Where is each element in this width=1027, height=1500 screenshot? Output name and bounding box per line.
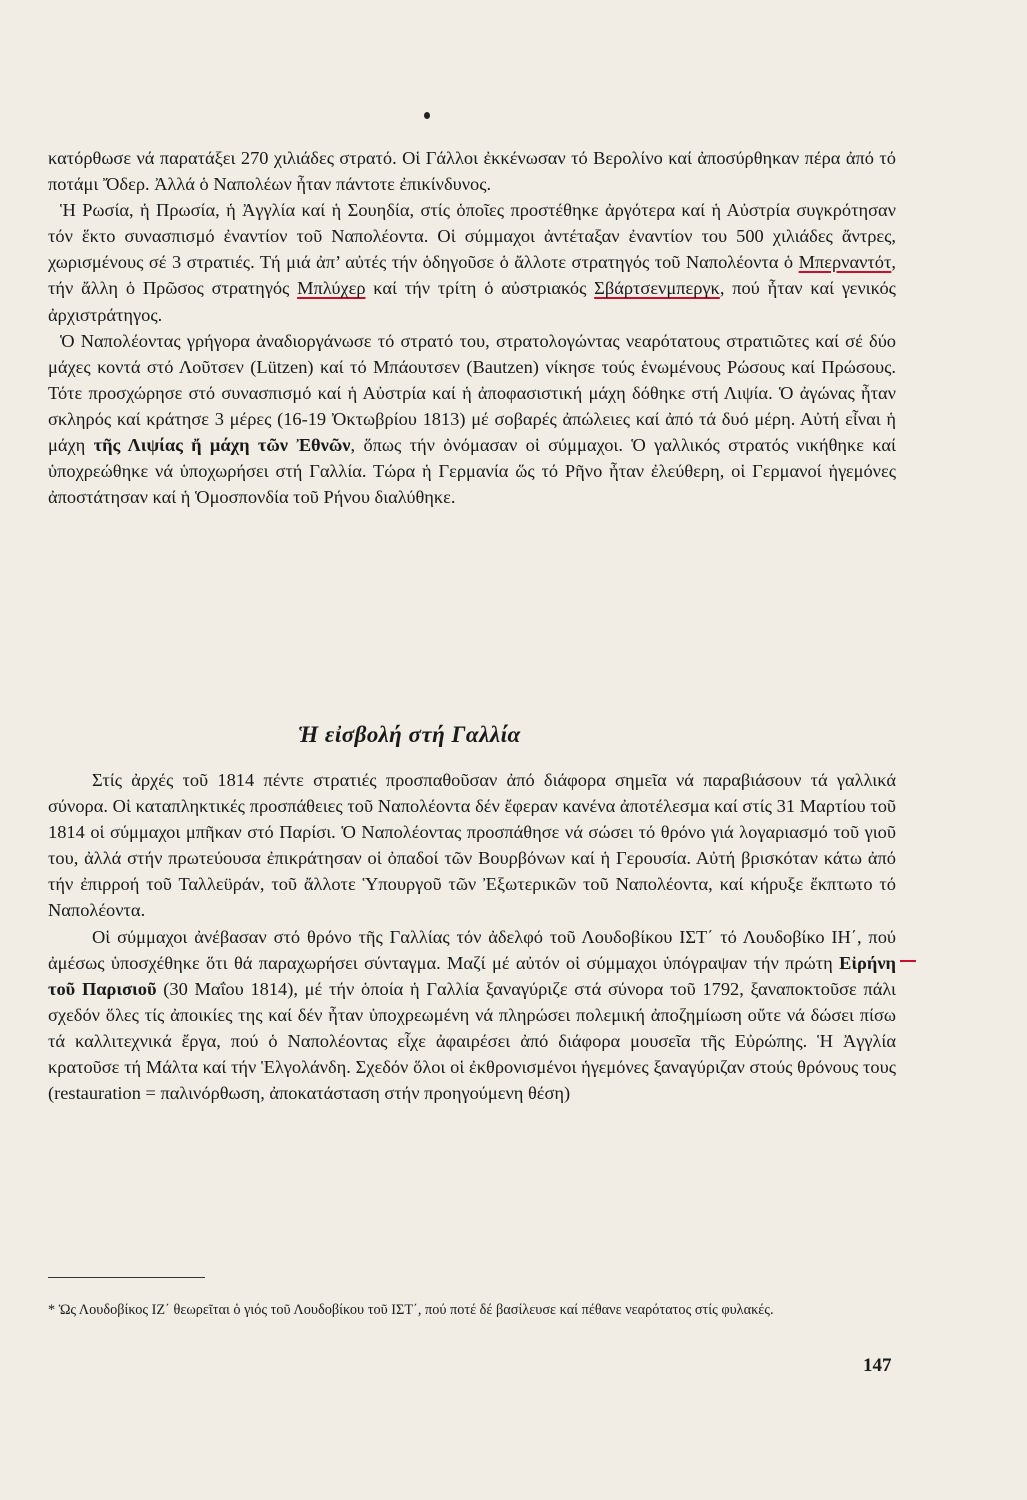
battle-of-nations-bold: τῆς Λιψίας ἤ μάχη τῶν Ἐθνῶν (93, 435, 351, 456)
footnote-rule (48, 1277, 205, 1278)
page-number: 147 (863, 1355, 892, 1376)
paragraph-1: κατόρθωσε νά παρατάξει 270 χιλιάδες στρατό. Οἱ Γάλλοι ἐκκένωσαν τό Βερολίνο καί ἀποσύρθηκαν πέρα ἀπό τό ποτάμι Ὄδερ. Ἀλλά ὁ Ναπολέων ἦταν πάντοτε ἐπικίνδυνος. (48, 148, 896, 195)
paragraph-3-text-b: , ὅπως τήν ὀνόμασαν οἱ σύμμαχοι. Ὁ γαλλικός στρατός νικήθηκε καί ὑποχρεώθηκε νά ὑποχωρήσει στή Γαλλία. Τώρα ἡ Γερμανία ὥς τό Ρῆνο ἦταν ἐλεύθερη, οἱ Γερμανοί ἡγεμόνες ἀποστάτησαν καί ἡ Ὁμοσπονδία τοῦ Ρήνου διαλύθηκε. (48, 435, 896, 508)
underlined-name-bernadotte: Μπερναντότ (798, 252, 892, 273)
paragraph-4: Στίς ἀρχές τοῦ 1814 πέντε στρατιές προσπαθοῦσαν ἀπό διάφορα σημεῖα νά παραβιάσουν τά γαλλικά σύνορα. Οἱ καταπληκτικές προσπάθειες τοῦ Ναπολέοντα δέν ἔφεραν κανένα ἀποτέλεσμα καί στίς 31 Μαρτίου τοῦ 1814 οἱ σύμμαχοι μπῆκαν στό Παρίσι. Ὁ Ναπολέοντας προσπάθησε νά σώσει τό θρόνο γιά λογαριασμό τοῦ γιοῦ του, ἀλλά στήν πρωτεύουσα ἐπικράτησαν οἱ ὀπαδοί τῶν Βουρβόνων καί ἡ Γερουσία. Αὐτή βρισκόταν κάτω ἀπό τήν ἐπιρροή τοῦ Ταλλεϋράν, τοῦ ἄλλοτε Ὑπουργοῦ τῶν Ἐξωτερικῶν τοῦ Ναπολέοντα, καί κήρυξε ἔκπτωτο τό Ναπολέοντα. (48, 770, 896, 921)
paragraph-2-text-a: Ἡ Ρωσία, ἡ Πρωσία, ἡ Ἀγγλία καί ἡ Σουηδία, στίς ὁποῖες προστέθηκε ἀργότερα καί ἡ Αὐστρία συγκρότησαν τόν ἕκτο συνασπισμό ἐναντίον τοῦ Ναπολέοντα. Οἱ σύμμαχοι ἀντέταξαν ἐναντίον του 500 χιλιάδες ἄντρες, χωρισμένους σέ 3 στρατιές. Τή μιά ἀπ’ αὐτές τήν ὁδηγοῦσε ὁ ἄλλοτε στρατηγός τοῦ Ναπολέοντα ὁ (48, 200, 896, 273)
paragraph-5-text-a: Οἱ σύμμαχοι ἀνέβασαν στό θρόνο τῆς Γαλλίας τόν ἀδελφό τοῦ Λουδοβίκου ΙΣΤ΄ τό Λουδοβίκο ΙΗ΄, πού ἀμέσως ὑποσχέθηκε ὅτι θά παραχωρήσει σύνταγμα. Μαζί μέ αὐτόν οἱ σύμμαχοι ὑπόγραψαν τήν πρώτη (48, 926, 896, 973)
footnote: * Ὡς Λουδοβίκος ΙΖ΄ θεωρεῖται ὁ γιός τοῦ Λουδοβίκου τοῦ ΙΣΤ΄, πού ποτέ δέ βασίλευσε καί πέθανε νεαρότατος στίς φυλακές. (48, 1302, 774, 1318)
underlined-name-blucher: Μπλύχερ (297, 278, 366, 299)
peace-of-paris-bold: Εἰρήνη τοῦ Παρισιοῦ (48, 952, 896, 999)
paragraph-2-text-c: καί τήν τρίτη ὁ αὐστριακός (373, 278, 587, 299)
paragraph-3 (48, 328, 896, 511)
paragraph-3-text-a: Ὁ Ναπολέοντας γρήγορα ἀναδιοργάνωσε τό στρατό του, στρατολογώντας νεαρότατους στρατιῶτες καί σέ δύο μάχες κοντά στό Λοῦτσεν (Lützen) καί τό Μπάουτσεν (Bautzen) νίκησε τούς ἑνωμένους Ρώσους καί Πρώσους. Τότε προσχώρησε στό συνασπισμό καί ἡ Αὐστρία καί ἡ ἀποφασιστική μάχη δόθηκε στή Λιψία. Ὁ ἀγώνας ἦταν σκληρός καί κράτησε 3 μέρες (16-19 Ὀκτωβρίου 1813) μέ σοβαρές ἀπώλειες καί ἀπό τά δυό μέρη. Αὐτή εἶναι ἡ μάχη (48, 330, 896, 456)
paragraph-2-text-b: , τήν ἄλλη ὁ Πρῶσος στρατηγός (48, 252, 896, 299)
paragraph-5 (48, 924, 896, 1107)
underlined-name-schwarzenberg: Σβάρτσενμπεργκ (594, 278, 720, 299)
paragraph-2-text-d: , πού ἦταν καί γενικός ἀρχιστράτηγος. (48, 278, 896, 325)
paragraph-2 (48, 197, 896, 327)
section-heading: Ἡ εἰσβολή στή Γαλλία (298, 722, 521, 747)
red-pen-mark (900, 960, 916, 962)
body-text-bottom (48, 767, 896, 1106)
body-text-top (48, 145, 896, 510)
paragraph-5-text-b: (30 Μαΐου 1814), μέ τήν ὁποία ἡ Γαλλία ξαναγύριζε στά σύνορα τοῦ 1792, ξαναποκτοῦσε πάλι σχεδόν ὅλες τίς ἀποικίες της καί δέν ἦταν ὑποχρεωμένη νά πληρώσει πολεμική ἀποζημίωση οὔτε νά δώσει πίσω τά καλλιτεχνικά ἔργα, πού ὁ Ναπολέοντας εἶχε ἀφαιρέσει ἀπό διάφορα μουσεῖα τῆς Εὐρώπης. Ἡ Ἀγγλία κρατοῦσε τή Μάλτα καί τήν Ἑλγολάνδη. Σχεδόν ὅλοι οἱ ἐκθρονισμένοι ἡγεμόνες ξαναγύριζαν στούς θρόνους τους (restauration = παλινόρθωση, ἀποκατάσταση στήν προηγούμενη θέση) (48, 978, 897, 1104)
asterisk-mark (424, 112, 430, 119)
